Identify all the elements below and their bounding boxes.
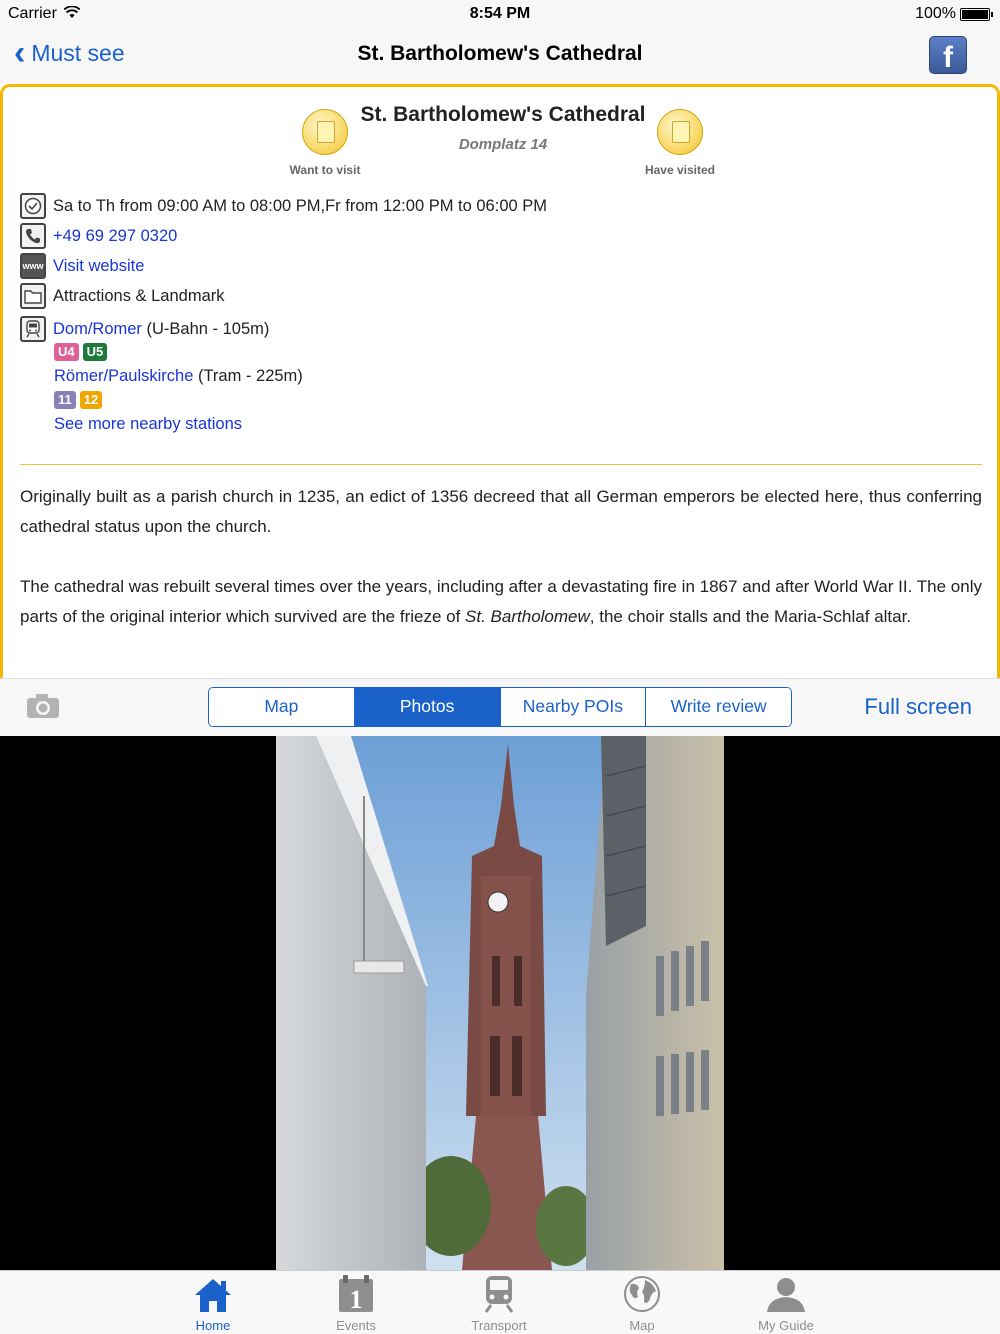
phone-link[interactable]: +49 69 297 0320 — [53, 226, 178, 245]
line-badge: U5 — [83, 343, 108, 361]
station-link-1[interactable]: Dom/Romer — [53, 319, 142, 338]
home-icon — [194, 1277, 232, 1313]
poi-address: Domplatz 14 — [458, 136, 548, 153]
calendar-icon — [338, 1275, 374, 1313]
facebook-icon: f — [943, 41, 953, 74]
station-info-2: (Tram - 225m) — [193, 367, 303, 385]
opening-hours: Sa to Th from 09:00 AM to 08:00 PM,Fr from 12:00 PM to 06:00 PM — [53, 196, 548, 215]
page-title: St. Bartholomew's Cathedral — [357, 42, 643, 65]
battery-percent: 100% — [915, 5, 956, 22]
tab-transport[interactable] — [439, 1271, 559, 1333]
have-visited-icon — [657, 109, 703, 155]
clock: 8:54 PM — [469, 5, 531, 22]
facebook-share-button[interactable] — [929, 36, 967, 74]
website-row[interactable] — [20, 253, 144, 279]
description-paragraph-2: The cathedral was rebuilt several times over the years, including after a devastating fire in 1867 and after World War II. The only parts of the original interior which survived are the frieze of St. Bartholomew, the choir stalls and the Maria-Schlaf altar. — [20, 577, 982, 626]
category-label: Attractions & Landmark — [53, 286, 225, 305]
photo-viewer[interactable] — [0, 736, 1000, 1270]
tab-label: Transport — [471, 1318, 527, 1333]
line-badge: 12 — [80, 391, 102, 409]
battery-icon — [960, 8, 990, 21]
see-more-stations-link[interactable]: See more nearby stations — [54, 415, 243, 433]
tab-label: My Guide — [758, 1318, 814, 1333]
segment-map[interactable]: Map — [209, 688, 354, 726]
full-screen-button[interactable]: Full screen — [864, 694, 972, 719]
station-lines-2 — [54, 391, 102, 409]
folder-icon — [20, 283, 46, 309]
tab-home[interactable] — [153, 1271, 273, 1333]
segment-photos[interactable]: Photos — [354, 688, 500, 726]
tab-my-guide[interactable] — [726, 1271, 846, 1333]
website-link[interactable]: Visit website — [53, 256, 145, 275]
have-visited-button[interactable] — [630, 109, 730, 177]
tab-label: Home — [195, 1318, 231, 1333]
station-row-1[interactable] — [20, 316, 269, 342]
cathedral-photo[interactable] — [276, 736, 724, 1270]
opening-hours-row — [20, 193, 547, 219]
carrier-label: Carrier — [8, 5, 57, 22]
svg-text:1: 1 — [349, 1285, 363, 1313]
phone-row[interactable] — [20, 223, 177, 249]
station-lines-1 — [54, 343, 107, 361]
poi-title: St. Bartholomew's Cathedral — [360, 103, 646, 126]
camera-icon[interactable] — [26, 693, 60, 719]
tab-events[interactable] — [296, 1271, 416, 1333]
poi-detail-panel — [0, 84, 1000, 678]
person-icon — [766, 1277, 806, 1313]
want-to-visit-label: Want to visit — [289, 163, 361, 177]
tab-bar — [0, 1270, 1000, 1334]
line-badge: U4 — [54, 343, 79, 361]
tab-map[interactable] — [582, 1271, 702, 1333]
description-paragraph-1: Originally built as a parish church in 1235, an edict of 1356 decreed that all German emperors be elected here, thus conferring cathedral status upon the church. — [20, 487, 982, 536]
segment-nearby-pois[interactable]: Nearby POIs — [500, 688, 646, 726]
station-info-1: (U-Bahn - 105m) — [141, 319, 270, 338]
tab-label: Map — [629, 1318, 655, 1333]
train-icon — [20, 316, 46, 342]
globe-icon — [623, 1275, 661, 1313]
train-icon — [484, 1275, 514, 1313]
category-row — [20, 283, 225, 309]
phone-icon — [20, 223, 46, 249]
status-bar — [0, 0, 1000, 28]
divider — [20, 464, 982, 465]
navigation-bar — [0, 28, 1000, 84]
have-visited-label: Have visited — [644, 163, 716, 177]
station-row-2[interactable] — [54, 367, 303, 386]
back-label: Must see — [31, 39, 125, 66]
station-link-2[interactable]: Römer/Paulskirche — [54, 367, 194, 385]
tab-label: Events — [336, 1318, 376, 1333]
www-icon: www — [20, 253, 46, 279]
line-badge: 11 — [54, 391, 76, 409]
view-segmented-control — [208, 687, 792, 727]
segment-write-review[interactable]: Write review — [645, 688, 791, 726]
media-toolbar — [0, 678, 1000, 736]
chevron-left-icon: ‹ — [14, 34, 26, 72]
clock-icon — [20, 193, 46, 219]
